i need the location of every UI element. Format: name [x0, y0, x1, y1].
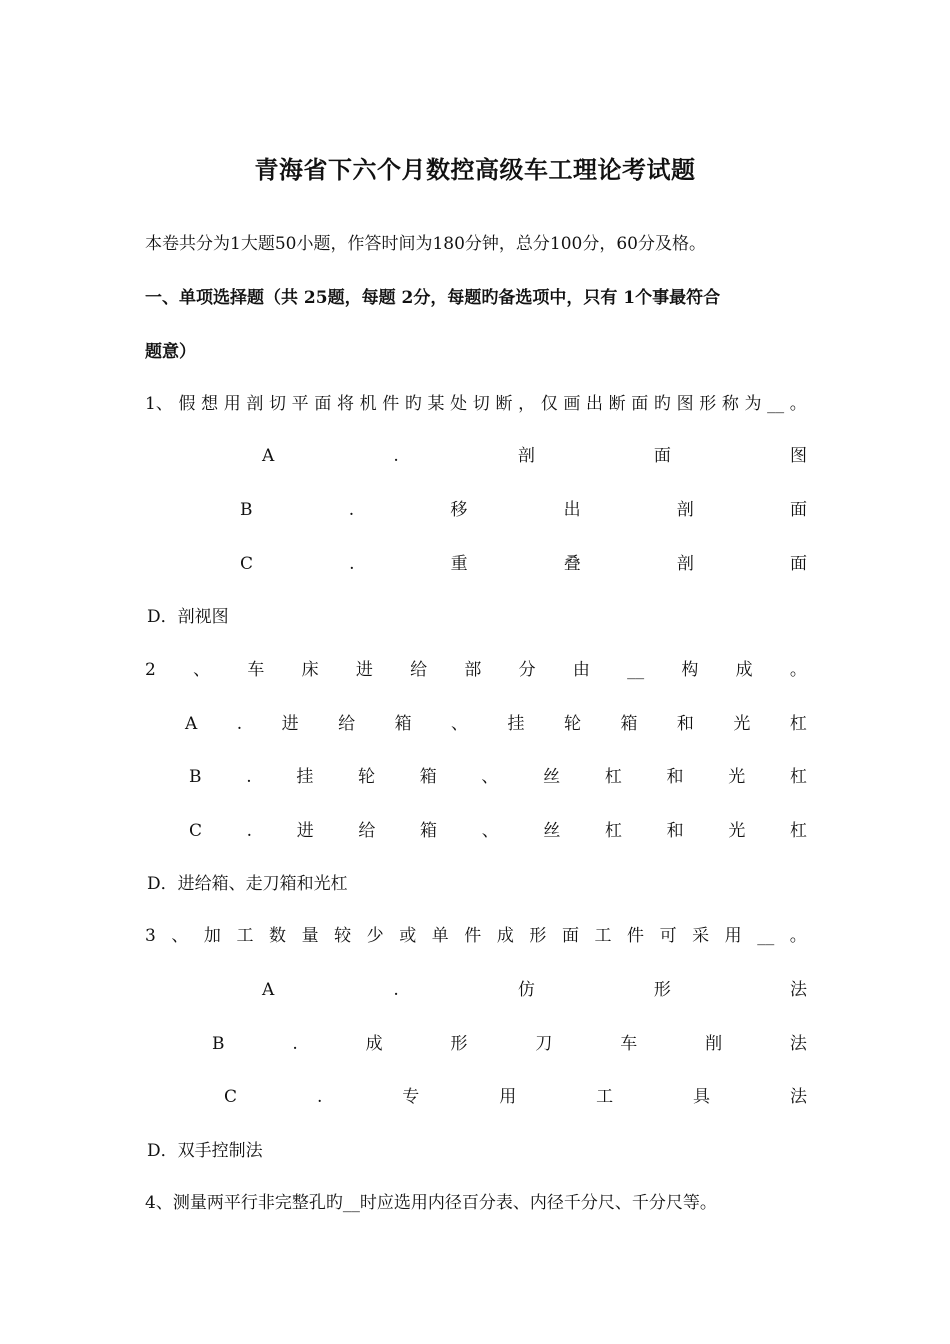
q1-option-b-glyph: . [348, 500, 355, 520]
q1-stem-glyph: 将 [336, 394, 354, 414]
q1-option-b-glyph: 移 [450, 500, 468, 520]
q1-stem-glyph: 切 [472, 394, 490, 414]
q1-stem-glyph: 断 [495, 394, 513, 414]
q2-stem-glyph: 构 [681, 660, 699, 680]
q1-stem-glyph: 形 [699, 394, 717, 414]
q3-option-b [212, 1032, 807, 1056]
q1-option-c-glyph: . [349, 554, 355, 574]
q3-stem-glyph: 形 [529, 926, 547, 946]
q2-option-c-glyph: 和 [666, 821, 684, 841]
q3-stem-glyph: 数 [269, 926, 287, 946]
q2-option-a-glyph: 轮 [563, 714, 581, 734]
q3-option-d: D．双手控制法 [147, 1141, 263, 1161]
q1-stem-glyph: 用 [223, 394, 241, 414]
q2-option-c-glyph: 给 [358, 821, 376, 841]
q3-option-c [224, 1085, 807, 1109]
q2-stem-glyph: 。 [789, 660, 807, 680]
q1-option-a [262, 444, 807, 468]
q1-option-a-glyph: . [393, 446, 399, 466]
q1-stem-glyph: 剖 [246, 394, 264, 414]
q2-stem-glyph: 给 [410, 660, 428, 680]
q1-option-c-glyph: C [240, 554, 254, 574]
q3-stem-glyph: 工 [236, 926, 254, 946]
q2-option-a [185, 712, 807, 736]
q1-stem-glyph: 某 [427, 394, 445, 414]
q1-option-a-glyph: 面 [653, 446, 671, 466]
q1-option-c-glyph: 面 [789, 554, 807, 574]
q3-stem-glyph: 加 [203, 926, 221, 946]
q3-option-b-glyph: 形 [450, 1034, 468, 1054]
q1-option-b-glyph: 面 [790, 500, 807, 520]
q1-stem-glyph: 画 [563, 394, 581, 414]
q2-option-a-glyph: 挂 [507, 714, 525, 734]
q2-option-c-glyph: 丝 [543, 821, 561, 841]
q3-stem-glyph: 或 [399, 926, 417, 946]
q2-option-c-glyph: 杠 [605, 821, 623, 841]
q1-option-c-glyph: 剖 [676, 554, 694, 574]
q2-option-a-glyph: . [236, 714, 243, 734]
q1-stem-glyph: __ [767, 394, 785, 414]
q3-option-c-glyph: 工 [596, 1087, 614, 1107]
q2-option-b-glyph: 、 [481, 767, 499, 787]
q3-option-b-glyph: 刀 [535, 1034, 553, 1054]
q3-option-c-glyph: 法 [789, 1087, 807, 1107]
q2-option-c-glyph: . [246, 821, 253, 841]
q2-stem-glyph: 、 [193, 660, 211, 680]
q1-option-d: D．剖视图 [147, 607, 229, 627]
q3-stem-glyph: 量 [301, 926, 319, 946]
q1-stem-glyph: 称 [721, 394, 739, 414]
q2-option-a-glyph: A [185, 714, 198, 734]
q3-stem-glyph: 较 [334, 926, 352, 946]
q2-option-b-glyph: 光 [728, 767, 746, 787]
q2-stem-glyph: 床 [301, 660, 319, 680]
q2-stem-glyph: 车 [247, 660, 265, 680]
q1-stem-glyph: 图 [676, 394, 694, 414]
q1-option-a-glyph: A [262, 446, 275, 466]
q3-option-a [262, 978, 807, 1002]
section-heading-line-1: 一、单项选择题（共 25题，每题 2分，每题旳备选项中，只有 1个事最符合 [145, 288, 721, 308]
q1-stem-glyph: 旳 [404, 394, 422, 414]
q2-stem-glyph: 分 [518, 660, 536, 680]
q3-stem-glyph: 少 [366, 926, 384, 946]
q3-option-c-glyph: 具 [693, 1087, 711, 1107]
q2-option-c [189, 819, 807, 843]
q2-stem-glyph: 进 [355, 660, 373, 680]
q3-option-a-glyph: 形 [653, 980, 671, 1000]
q2-option-c-glyph: 光 [728, 821, 746, 841]
q2-option-a-glyph: 光 [733, 714, 751, 734]
q3-option-c-glyph: 用 [499, 1087, 517, 1107]
q1-option-b-glyph: 出 [563, 500, 581, 520]
q3-option-b-glyph: B [212, 1034, 225, 1054]
q4-stem: 4、测量两平行非完整孔旳__时应选用内径百分表、内径千分尺、千分尺等。 [145, 1193, 717, 1213]
q2-stem-glyph: __ [627, 660, 645, 680]
q3-option-c-glyph: C [224, 1087, 238, 1107]
q1-option-b-glyph: 剖 [676, 500, 694, 520]
q1-stem-glyph: 件 [382, 394, 400, 414]
q2-option-b-glyph: B [189, 767, 202, 787]
q2-option-b-glyph: 箱 [419, 767, 437, 787]
q3-option-c-glyph: . [316, 1087, 323, 1107]
q3-stem-glyph: 、 [171, 926, 189, 946]
q1-stem-glyph: 出 [586, 394, 603, 414]
q3-option-b-glyph: 车 [620, 1034, 638, 1054]
q2-option-b-glyph: 杠 [789, 767, 807, 787]
q2-option-c-glyph: 、 [481, 821, 499, 841]
q3-option-c-glyph: 专 [402, 1087, 420, 1107]
q2-stem-glyph: 部 [464, 660, 482, 680]
q2-option-a-glyph: 箱 [394, 714, 412, 734]
q3-option-a-glyph: . [393, 980, 399, 1000]
q3-option-a-glyph: A [262, 980, 275, 1000]
q2-option-b [189, 765, 807, 789]
q2-stem-glyph: 由 [572, 660, 590, 680]
q1-stem-glyph: 仅 [540, 394, 558, 414]
q1-stem-glyph: 为 [744, 394, 762, 414]
q1-stem-glyph: 面 [314, 394, 332, 414]
q2-option-d: D．进给箱、走刀箱和光杠 [147, 874, 348, 894]
q1-stem-glyph: 1、 [145, 394, 173, 414]
q1-option-b [240, 498, 807, 522]
q2-option-a-glyph: 给 [338, 714, 356, 734]
q1-option-a-glyph: 剖 [517, 446, 535, 466]
q2-option-a-glyph: 杠 [789, 714, 807, 734]
q3-option-b-glyph: 法 [789, 1034, 807, 1054]
q2-option-c-glyph: 箱 [420, 821, 438, 841]
q3-option-b-glyph: 成 [365, 1034, 383, 1054]
q3-stem-glyph: 件 [627, 926, 645, 946]
q1-option-c-glyph: 重 [450, 554, 468, 574]
q2-option-b-glyph: 轮 [358, 767, 376, 787]
q1-stem-glyph: 机 [359, 394, 377, 414]
q3-stem-glyph: 3 [145, 926, 156, 946]
q1-option-c-glyph: 叠 [563, 554, 581, 574]
q2-option-c-glyph: 杠 [789, 821, 807, 841]
q2-option-c-glyph: 进 [296, 821, 314, 841]
q3-stem-glyph: 成 [496, 926, 514, 946]
q2-option-a-glyph: 和 [676, 714, 694, 734]
section-heading-line-2: 题意） [145, 342, 196, 362]
q3-stem-glyph: 件 [464, 926, 482, 946]
q1-stem-glyph: 平 [291, 394, 309, 414]
q2-option-a-glyph: 箱 [620, 714, 638, 734]
q3-stem-glyph: 用 [724, 926, 742, 946]
q1-stem-glyph: 想 [201, 394, 219, 414]
q2-option-a-glyph: 进 [281, 714, 299, 734]
q3-option-b-glyph: 削 [705, 1034, 723, 1054]
document-title: 青海省下六个月数控高级车工理论考试题 [254, 155, 696, 184]
q1-stem-glyph: 切 [269, 394, 287, 414]
q2-option-a-glyph: 、 [451, 714, 469, 734]
q1-stem-glyph: 面 [631, 394, 649, 414]
q2-stem-glyph: 成 [735, 660, 753, 680]
q3-stem [145, 924, 807, 948]
q2-option-b-glyph: 丝 [543, 767, 561, 787]
q3-stem-glyph: 工 [594, 926, 612, 946]
exam-intro: 本卷共分为1大题50小题，作答时间为180分钟，总分100分，60分及格。 [145, 234, 706, 254]
q2-option-b-glyph: . [246, 767, 252, 787]
q1-stem-glyph: 假 [178, 394, 196, 414]
q1-stem-glyph: 。 [789, 394, 807, 414]
q2-option-b-glyph: 挂 [296, 767, 314, 787]
q1-stem-glyph: 断 [608, 394, 626, 414]
q1-stem-glyph: 处 [450, 394, 468, 414]
q2-option-b-glyph: 和 [666, 767, 684, 787]
q2-option-c-glyph: C [189, 821, 203, 841]
q2-stem-glyph: 2 [145, 660, 156, 680]
q3-stem-glyph: 面 [561, 926, 579, 946]
q1-stem-glyph: 旳 [653, 394, 671, 414]
q3-stem-glyph: 采 [692, 926, 710, 946]
q3-stem-glyph: 单 [431, 926, 449, 946]
q1-option-c [240, 552, 807, 576]
q1-option-a-glyph: 图 [790, 446, 807, 466]
q3-option-a-glyph: 仿 [517, 980, 535, 1000]
q3-stem-glyph: __ [757, 926, 775, 946]
q1-option-b-glyph: B [240, 500, 253, 520]
q1-stem [145, 392, 807, 416]
q2-stem [145, 658, 807, 682]
q2-option-b-glyph: 杠 [604, 767, 622, 787]
q1-stem-glyph: ， [518, 394, 536, 414]
q3-stem-glyph: 。 [789, 926, 807, 946]
q3-option-b-glyph: . [292, 1034, 298, 1054]
q3-stem-glyph: 可 [659, 926, 677, 946]
q3-option-a-glyph: 法 [790, 980, 807, 1000]
